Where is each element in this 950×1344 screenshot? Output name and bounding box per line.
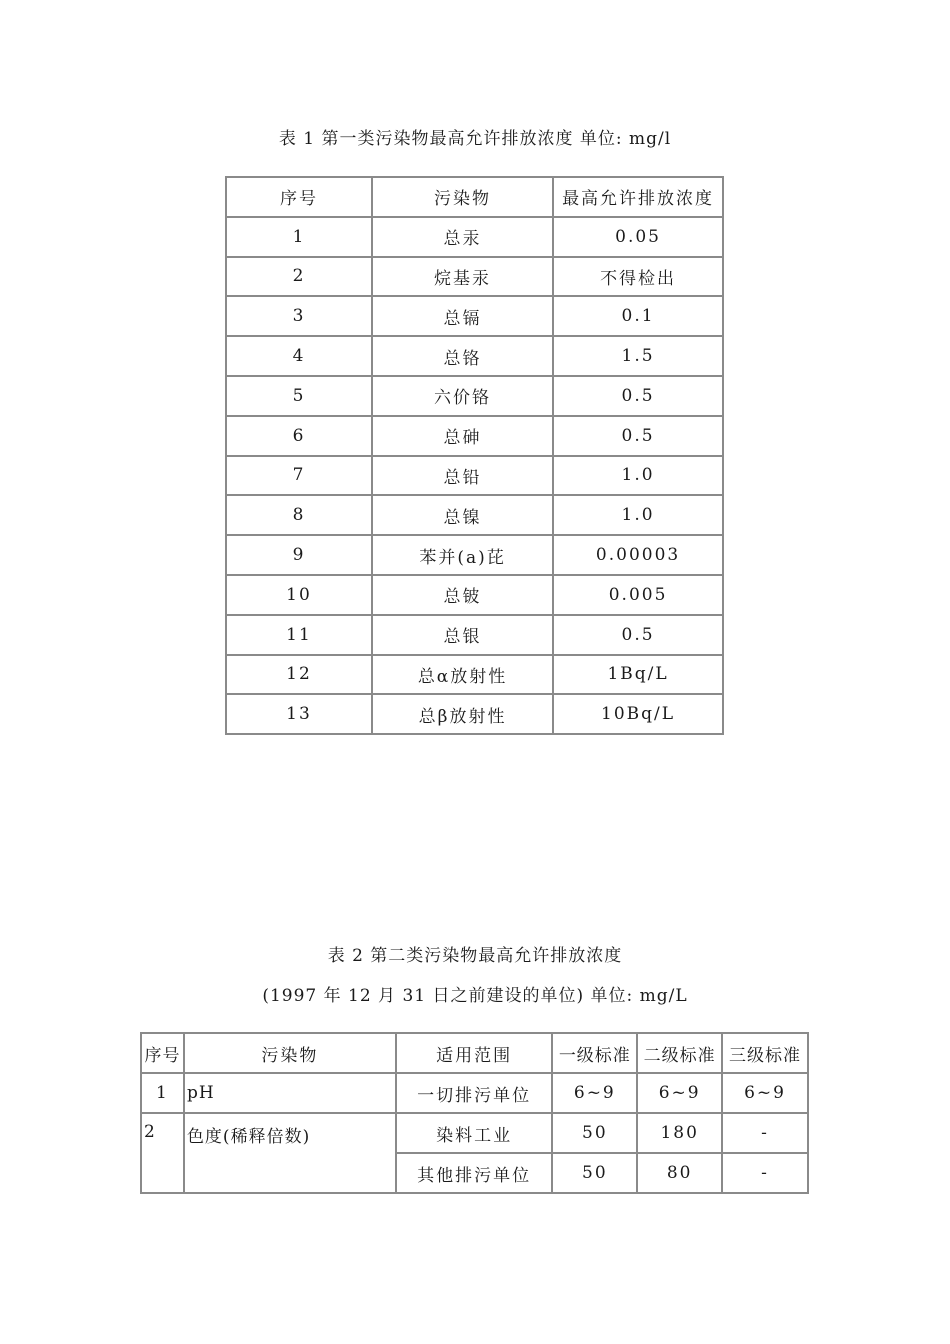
grade2-cell: 80 [637, 1153, 722, 1193]
table-row [226, 615, 723, 655]
pollutant-cell: 总β放射性 [372, 694, 553, 734]
row-number: 4 [226, 336, 372, 376]
scope-cell: 染料工业 [396, 1113, 553, 1153]
table-row [226, 257, 723, 297]
max-concentration-cell: 1.5 [553, 336, 723, 376]
max-concentration-cell: 不得检出 [553, 257, 723, 297]
max-concentration-cell: 1.0 [553, 456, 723, 496]
table-row [226, 296, 723, 336]
max-concentration-cell: 0.00003 [553, 535, 723, 575]
pollutant-cell: 总银 [372, 615, 553, 655]
header-cell: 序号 [141, 1033, 184, 1073]
max-concentration-cell: 0.5 [553, 376, 723, 416]
pollutant-cell: 苯并(a)芘 [372, 535, 553, 575]
table-row [226, 694, 723, 734]
row-number: 5 [226, 376, 372, 416]
pollutant-cell: 总砷 [372, 416, 553, 456]
pollutant-cell: 总铍 [372, 575, 553, 615]
table-row [226, 217, 723, 257]
row-number: 2 [141, 1113, 184, 1193]
table-row [141, 1073, 808, 1113]
row-number: 1 [226, 217, 372, 257]
header-cell: 三级标准 [722, 1033, 808, 1073]
max-concentration-cell: 1.0 [553, 495, 723, 535]
row-number: 6 [226, 416, 372, 456]
max-concentration-cell: 0.5 [553, 615, 723, 655]
grade2-cell: 180 [637, 1113, 722, 1153]
grade3-cell: 6~9 [722, 1073, 808, 1113]
pollutant-cell: 色度(稀释倍数) [184, 1113, 396, 1193]
pollutant-cell: 总镍 [372, 495, 553, 535]
pollutant-cell: 总铬 [372, 336, 553, 376]
table2-caption-subtitle: (1997 年 12 月 31 日之前建设的单位) 单位: mg/L [262, 986, 688, 1006]
table-row [226, 416, 723, 456]
table-row [226, 456, 723, 496]
table-row [226, 495, 723, 535]
grade1-cell: 50 [552, 1113, 637, 1153]
max-concentration-cell: 0.005 [553, 575, 723, 615]
grade3-cell: - [722, 1113, 808, 1153]
pollutant-cell: pH [184, 1073, 396, 1113]
table2 [140, 1032, 809, 1194]
header-cell: 污染物 [184, 1033, 396, 1073]
table-row [226, 575, 723, 615]
pollutant-cell: 总铅 [372, 456, 553, 496]
grade1-cell: 50 [552, 1153, 637, 1193]
table-row [226, 535, 723, 575]
scope-cell: 其他排污单位 [396, 1153, 553, 1193]
table-row [141, 1113, 808, 1153]
table1 [225, 176, 724, 735]
row-number: 1 [141, 1073, 184, 1113]
max-concentration-cell: 0.1 [553, 296, 723, 336]
row-number: 7 [226, 456, 372, 496]
max-concentration-cell: 0.5 [553, 416, 723, 456]
scope-cell: 一切排污单位 [396, 1073, 553, 1113]
header-cell: 序号 [226, 177, 372, 217]
table-row [226, 336, 723, 376]
table-row [226, 655, 723, 695]
grade1-cell: 6~9 [552, 1073, 637, 1113]
table1-header-row [226, 177, 723, 217]
row-number: 8 [226, 495, 372, 535]
pollutant-cell: 总α放射性 [372, 655, 553, 695]
grade3-cell: - [722, 1153, 808, 1193]
header-cell: 最高允许排放浓度 [553, 177, 723, 217]
header-cell: 二级标准 [637, 1033, 722, 1073]
row-number: 9 [226, 535, 372, 575]
row-number: 13 [226, 694, 372, 734]
grade2-cell: 6~9 [637, 1073, 722, 1113]
table2-caption-title: 表 2 第二类污染物最高允许排放浓度 [327, 946, 623, 966]
table1-caption: 表 1 第一类污染物最高允许排放浓度 单位: mg/l [278, 129, 672, 149]
header-cell: 一级标准 [552, 1033, 637, 1073]
row-number: 11 [226, 615, 372, 655]
header-cell: 污染物 [372, 177, 553, 217]
header-cell: 适用范围 [396, 1033, 553, 1073]
row-number: 10 [226, 575, 372, 615]
table2-header-row [141, 1033, 808, 1073]
pollutant-cell: 总镉 [372, 296, 553, 336]
max-concentration-cell: 10Bq/L [553, 694, 723, 734]
row-number: 2 [226, 257, 372, 297]
pollutant-cell: 六价铬 [372, 376, 553, 416]
row-number: 3 [226, 296, 372, 336]
max-concentration-cell: 0.05 [553, 217, 723, 257]
pollutant-cell: 总汞 [372, 217, 553, 257]
row-number: 12 [226, 655, 372, 695]
max-concentration-cell: 1Bq/L [553, 655, 723, 695]
table-row [226, 376, 723, 416]
pollutant-cell: 烷基汞 [372, 257, 553, 297]
